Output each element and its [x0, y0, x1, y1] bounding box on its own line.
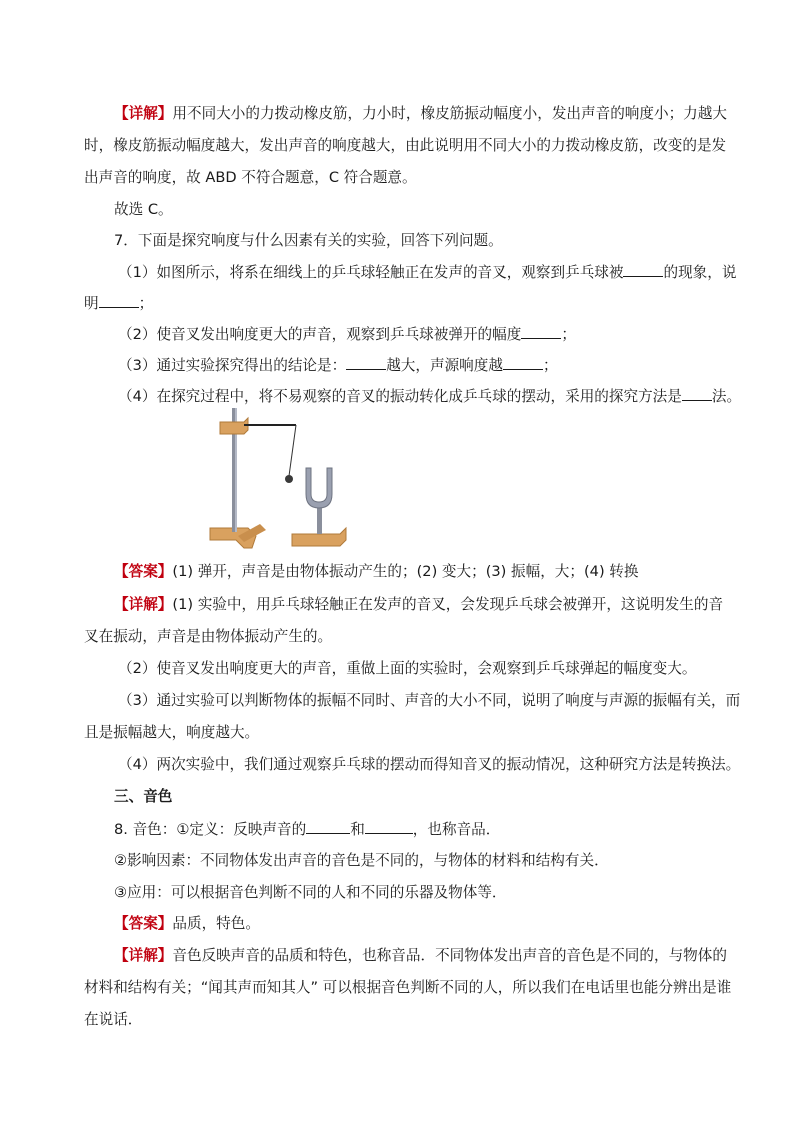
answer-tag: 【答案】	[114, 563, 173, 580]
detail-paragraph-line: 时，橡皮筋振动幅度越大，发出声音的响度越大，由此说明用不同大小的力拨动橡皮筋，改变的是发	[84, 137, 727, 154]
tuning-fork	[306, 468, 332, 508]
answer-blank	[623, 262, 663, 277]
detail-8-line: 【详解】音色反映声音的品质和特色，也称音品．不同物体发出声音的音色是不同的，与物体的	[114, 947, 727, 964]
answer-8-line: 【答案】品质，特色。	[114, 915, 260, 932]
question-8-line: 8. 音色：①定义：反映声音的 和 ，也称音品．	[114, 821, 501, 838]
detail-tag: 【详解】	[114, 105, 173, 122]
detail-7-line: （4）两次实验中，我们通过观察乒乓球的摆动而得知音叉的振动情况，这种研究方法是转换法。	[118, 756, 741, 773]
fork-stem	[317, 506, 322, 534]
question-7-sub4: （4）在探究过程中，将不易观察的音叉的振动转化成乒乓球的摆动，采用的探究方法是 法。	[118, 388, 742, 405]
detail-tag: 【详解】	[114, 596, 173, 613]
question-7-stem: 7．下面是探究响度与什么因素有关的实验，回答下列问题。	[114, 232, 503, 249]
question-8-line: ②影响因素：不同物体发出声音的音色是不同的，与物体的材料和结构有关．	[114, 852, 609, 869]
section-heading: 三、音色	[114, 788, 173, 805]
detail-7-line: 【详解】(1) 实验中，用乒乓球轻触正在发声的音叉，会发现乒乓球会被弹开，这说明发生的音	[114, 596, 724, 613]
question-7-sub2: （2）使音叉发出响度更大的声音，观察到乒乓球被弹开的幅度 ；	[118, 326, 576, 343]
detail-7-line: 且是振幅越大，响度越大。	[84, 724, 260, 741]
answer-7-line: 【答案】(1) 弹开，声音是由物体振动产生的；(2) 变大；(3) 振幅，大；(4) 转换	[114, 563, 639, 580]
tuning-fork-pendulum-illustration	[200, 408, 360, 558]
question-7-sub3: （3）通过实验探究得出的结论是： 越大，声源响度越 ；	[118, 357, 558, 374]
answer-blank	[682, 386, 712, 401]
detail-7-line: 叉在振动，声音是由物体振动产生的。	[84, 628, 333, 645]
detail-paragraph-line: 【详解】用不同大小的力拨动橡皮筋，力小时，橡皮筋振动幅度小，发出声音的响度小；力越大	[114, 105, 727, 122]
answer-blank	[99, 293, 139, 308]
question-8-line: ③应用：可以根据音色判断不同的人和不同的乐器及物体等．	[114, 884, 507, 901]
answer-tag: 【答案】	[114, 915, 173, 932]
detail-tag: 【详解】	[114, 947, 173, 964]
answer-blank	[306, 819, 350, 834]
detail-8-line: 材料和结构有关；“闻其声而知其人” 可以根据音色判断不同的人，所以我们在电话里也能分辨出是谁	[84, 979, 732, 996]
detail-8-line: 在说话．	[84, 1011, 143, 1028]
experiment-figure	[200, 408, 360, 558]
ping-pong-ball	[285, 475, 293, 483]
detail-7-line: （2）使音叉发出响度更大的声音，重做上面的实验时，会观察到乒乓球弹起的幅度变大。	[118, 660, 697, 677]
answer-blank	[521, 324, 561, 339]
answer-blank	[365, 819, 413, 834]
detail-7-line: （3）通过实验可以判断物体的振幅不同时、声音的大小不同，说明了响度与声源的振幅有关，而	[118, 692, 741, 709]
question-7-sub1-cont: 明 ；	[84, 295, 154, 312]
question-7-sub1: （1）如图所示，将系在细线上的乒乓球轻触正在发声的音叉，观察到乒乓球被 的现象，说	[118, 264, 737, 281]
answer-blank	[346, 355, 386, 370]
choice-line: 故选 C。	[114, 201, 173, 218]
detail-paragraph-line: 出声音的响度，故 ABD 不符合题意，C 符合题意。	[84, 169, 417, 186]
pendulum-string	[289, 425, 296, 476]
answer-blank	[503, 355, 543, 370]
